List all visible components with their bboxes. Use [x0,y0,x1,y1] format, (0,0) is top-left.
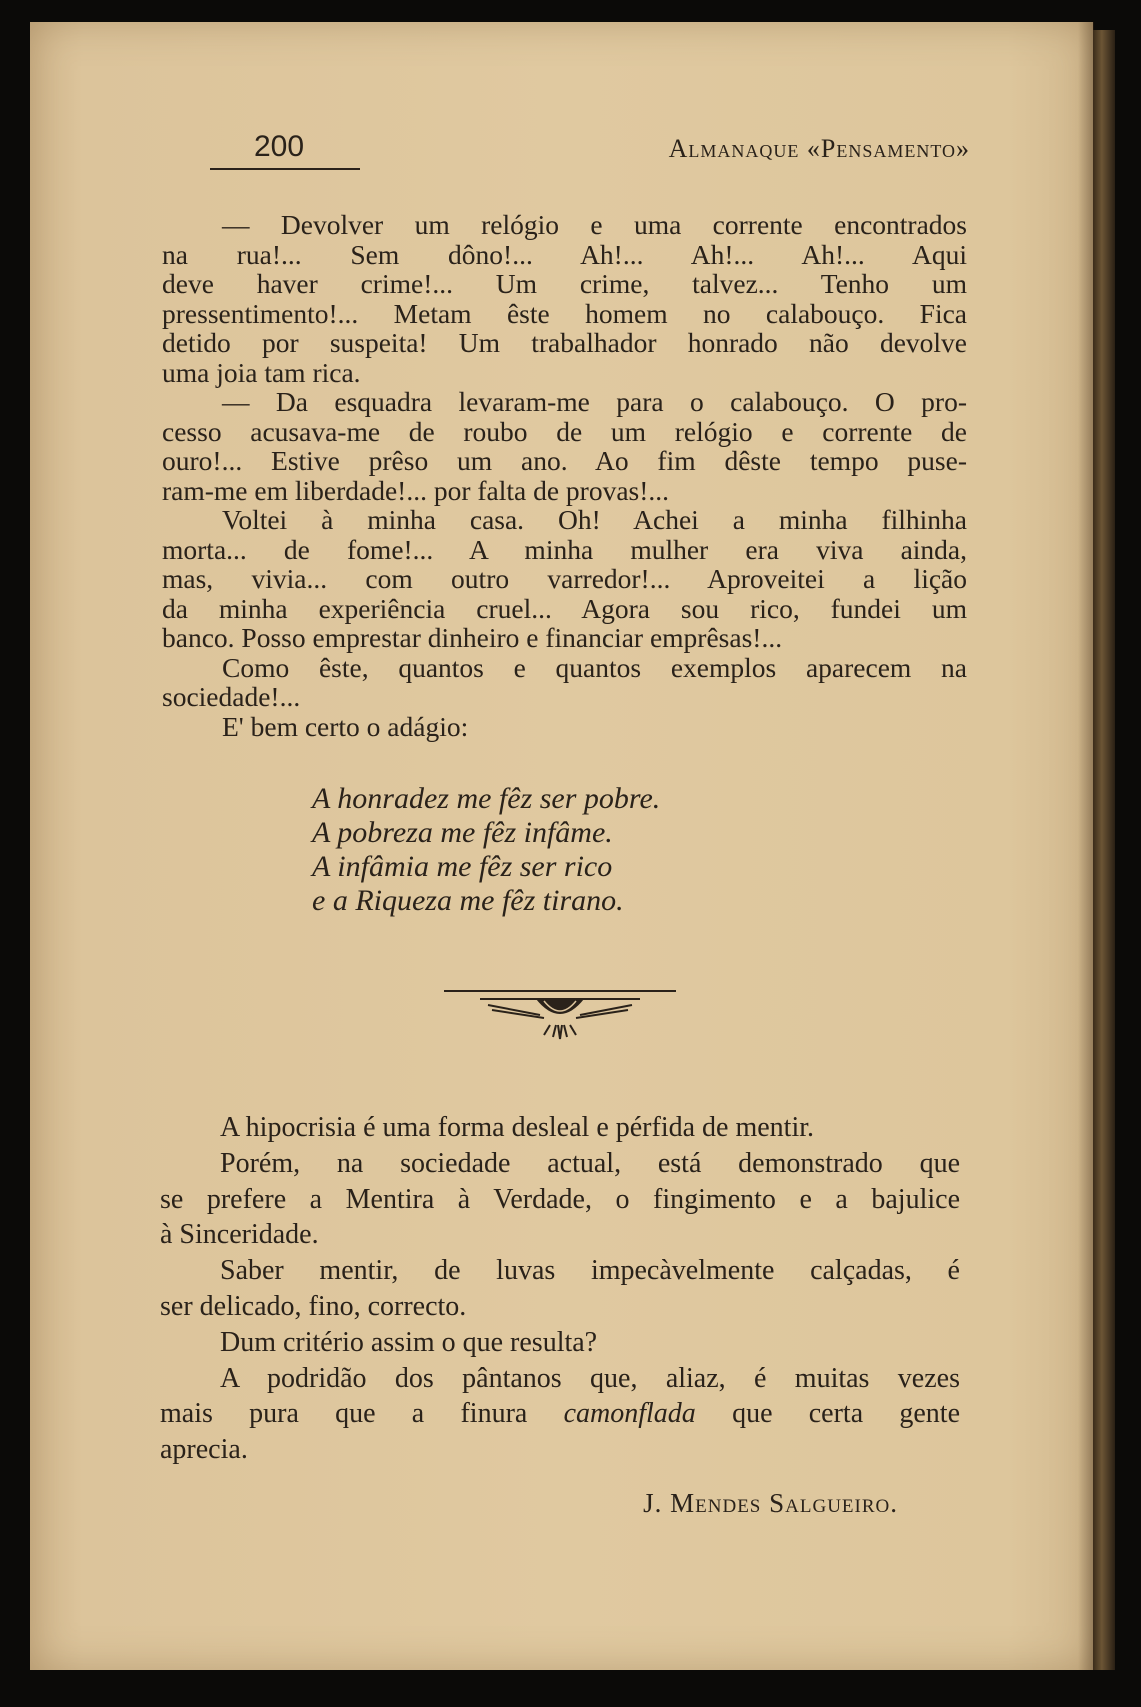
story-line: ouro!... Estive prêso um ano. Ao fim dêste tempo puse- [162,445,967,476]
essay-line: se prefere a Mentira à Verdade, o fingimento e a bajulice [160,1183,960,1215]
verse-line: e a Riqueza me fêz tirano. [312,884,624,917]
essay-line-mixed [160,1396,960,1432]
ornament-divider-icon [440,985,680,1043]
story-line: — Devolver um relógio e uma corrente encontrados [222,209,967,240]
verse-line: A honradez me fêz ser pobre. [312,782,661,815]
story-line: sociedade!... [162,681,301,712]
story-line: cesso acusava-me de roubo de um relógio e corrente de [162,415,967,447]
author-signature: J. Mendes Salgueiro. [643,1488,898,1518]
essay-line: Porém, na sociedade actual, está demonstrado que [220,1147,960,1179]
essay-line-part: mais pura que a finura [160,1398,528,1430]
story-line: detido por suspeita! Um trabalhador honrado não devolve [162,327,967,358]
story-line: E' bem certo o adágio: [222,710,469,742]
story-line: deve haver crime!... Um crime, talvez... Tenho um [162,268,967,299]
italic-word: camonflada [563,1398,696,1430]
story-line: da minha experiência cruel... Agora sou rico, fundei um [162,592,967,624]
essay-line: ser delicado, fino, correcto. [160,1290,467,1322]
story-line: na rua!... Sem dôno!... Ah!... Ah!... Ah!... Aqui [162,238,967,270]
page-edge [1093,30,1115,1670]
verse-line: A infâmia me fêz ser rico [312,850,613,883]
essay-line: Saber mentir, de luvas impecàvelmente calçadas, é [220,1255,960,1287]
page-number-rule [210,168,360,170]
essay-line: Dum critério assim o que resulta? [220,1326,598,1358]
essay-line: A hipocrisia é uma forma desleal e pérfida de mentir. [220,1112,815,1143]
page-fold-shadow [1078,22,1094,1670]
story-line: banco. Posso emprestar dinheiro e financiar emprêsas!... [162,622,783,653]
story-line: Voltei à minha casa. Oh! Achei a minha filhinha [222,504,967,535]
essay-line-part: que certa gente [732,1398,961,1430]
story-line: morta... de fome!... A minha mulher era viva ainda, [162,533,967,565]
essay-line: aprecia. [160,1434,248,1466]
story-line: uma joia tam rica. [162,356,361,388]
page-header [210,130,970,170]
story-line: Como êste, quantos e quantos exemplos aparecem na [222,651,967,683]
story-line: pressentimento!... Metam êste homem no calabouço. Fica [162,297,967,329]
essay-text [160,1110,960,1468]
page-number: 200 [254,130,305,163]
verse-line: A pobreza me fêz infâme. [312,816,613,849]
story-line: ram-me em liberdade!... por falta de provas!... [162,474,670,506]
story-line: mas, vivia... com outro varredor!... Aproveitei a lição [162,563,967,594]
story-line: — Da esquadra levaram-me para o calabouço. O pro- [222,386,967,417]
running-title: Almanaque «Pensamento» [668,134,970,163]
story-text [162,210,967,741]
essay-line: à Sinceridade. [160,1219,319,1251]
essay-line: A podridão dos pântanos que, aliaz, é muitas vezes [220,1362,960,1394]
adage-verse [312,782,812,918]
